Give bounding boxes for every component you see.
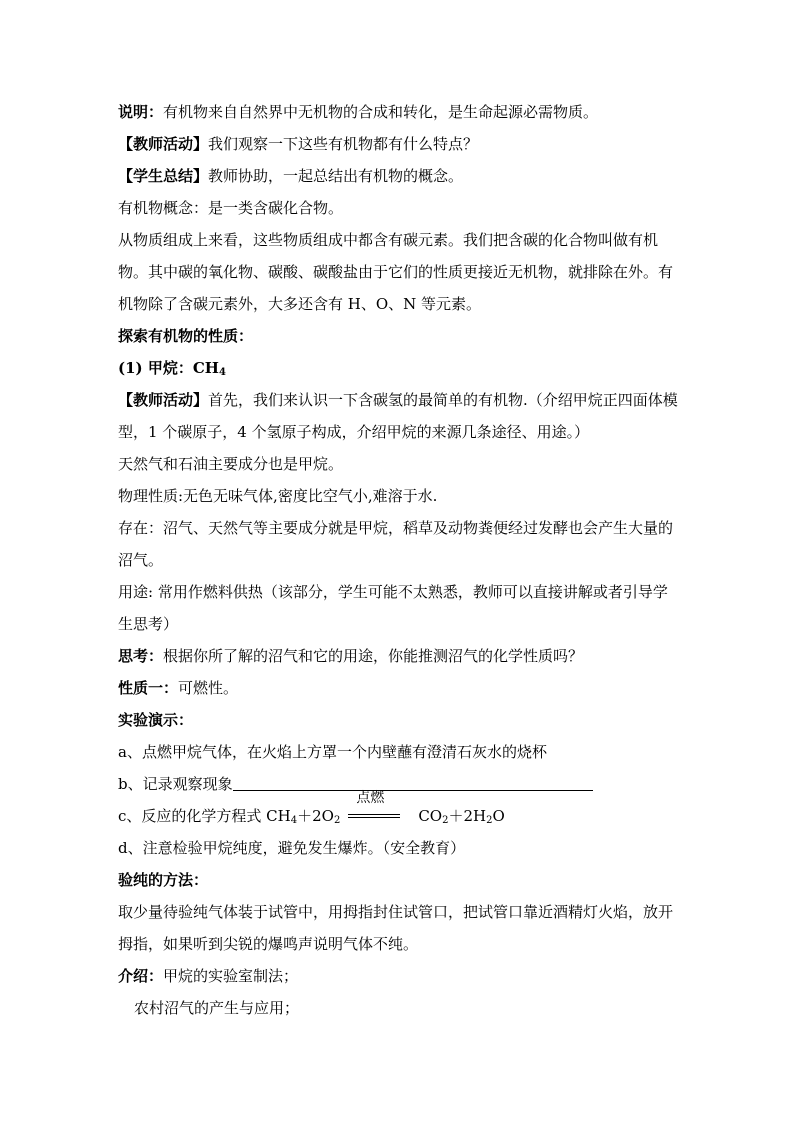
methane-heading (118, 352, 678, 384)
reaction-condition: 点燃 (356, 790, 385, 806)
methane-heading-subscript: 4 (218, 367, 226, 378)
explore-properties-heading: 探索有机物的性质： (118, 327, 254, 345)
equation-prefix: c、反应的化学方程式 CH (118, 807, 291, 825)
student-summary-label: 【学生总结】 (118, 167, 209, 185)
student-summary-text: 教师协助，一起总结出有机物的概念。 (208, 167, 464, 185)
reaction-arrow (348, 790, 410, 827)
think-line (118, 640, 678, 672)
step-d-line: d、注意检验甲烷纯度，避免发生爆炸。（安全教育） (118, 839, 466, 857)
chemical-equation-line (118, 790, 678, 832)
teacher-activity-line (118, 128, 678, 160)
organic-concept-line: 有机物概念：是一类含碳化合物。 (118, 199, 344, 217)
teacher-activity-label-2: 【教师活动】 (118, 391, 209, 409)
think-label: 思考： (118, 647, 164, 665)
teacher-activity-paragraph (118, 384, 678, 448)
biogas-line: 农村沼气的产生与应用； (134, 999, 300, 1017)
equation-product-o: O (492, 807, 505, 825)
equation-sub-2: 2 (333, 815, 341, 826)
equals-line-bottom (348, 817, 400, 818)
observation-blank (233, 770, 593, 791)
introduction-line (118, 960, 678, 992)
property-one-text: 可燃性。 (178, 679, 239, 697)
teacher-activity-text-2: 首先，我们来认识一下含碳氢的最简单的有机物.（介绍甲烷正四面体模型，1 个碳原子，4 个氢原子构成，介绍甲烷的来源几条途径、用途。） (118, 391, 678, 441)
experiment-demo-heading: 实验演示： (118, 711, 194, 729)
think-text: 根据你所了解的沼气和它的用途，你能推测沼气的化学性质吗？ (163, 647, 584, 665)
natural-gas-line: 天然气和石油主要成分也是甲烷。 (118, 455, 344, 473)
step-b-line (118, 768, 678, 800)
explanation-text: 有机物来自自然界中无机物的合成和转化，是生命起源必需物质。 (163, 103, 599, 121)
existence-paragraph: 存在：沼气、天然气等主要成分就是甲烷，稻草及动物粪便经过发酵也会产生大量的沼气。 (118, 519, 674, 569)
step-b-text: b、记录观察现象 (118, 775, 233, 793)
equation-sub-1: 4 (290, 815, 298, 826)
property-one-line (118, 672, 678, 704)
introduction-text: 甲烷的实验室制法； (163, 967, 299, 985)
composition-paragraph: 从物质组成上来看，这些物质组成中都含有碳元素。我们把含碳的化合物叫做有机物。其中碳的氧化物、碳酸、碳酸盐由于它们的性质更接近无机物，就排除在外。有机物除了含碳元素外，大多还含有 H、O、N 等元素。 (118, 231, 674, 313)
equation-product-co: CO (418, 807, 443, 825)
methane-heading-text: (1) 甲烷：CH (118, 359, 219, 377)
step-a-line: a、点燃甲烷气体，在火焰上方罩一个内壁蘸有澄清石灰水的烧杯 (118, 743, 547, 761)
student-summary-line (118, 160, 678, 192)
introduction-label: 介绍： (118, 967, 164, 985)
purity-method-paragraph: 取少量待验纯气体装于试管中，用拇指封住试管口，把试管口靠近酒精灯火焰，放开拇指，如果听到尖锐的爆鸣声说明气体不纯。 (118, 903, 674, 953)
teacher-activity-label: 【教师活动】 (118, 135, 209, 153)
equation-product-h: ＋2H (448, 807, 487, 825)
document-page (118, 96, 678, 1024)
purity-method-heading: 验纯的方法： (118, 871, 209, 889)
equation-oxygen: ＋2O (297, 807, 334, 825)
physical-properties-line: 物理性质:无色无味气体,密度比空气小,难溶于水. (118, 487, 438, 505)
equation-sub-4: 2 (486, 815, 493, 826)
equation-sub-3: 2 (442, 815, 449, 826)
usage-paragraph: 用途: 常用作燃料供热（该部分，学生可能不太熟悉，教师可以直接讲解或者引导学生思考） (118, 583, 668, 633)
property-one-label: 性质一： (118, 679, 179, 697)
explanation-line (118, 96, 678, 128)
explanation-label: 说明： (118, 103, 164, 121)
teacher-activity-text: 我们观察一下这些有机物都有什么特点？ (208, 135, 479, 153)
equals-line-top (348, 814, 400, 815)
